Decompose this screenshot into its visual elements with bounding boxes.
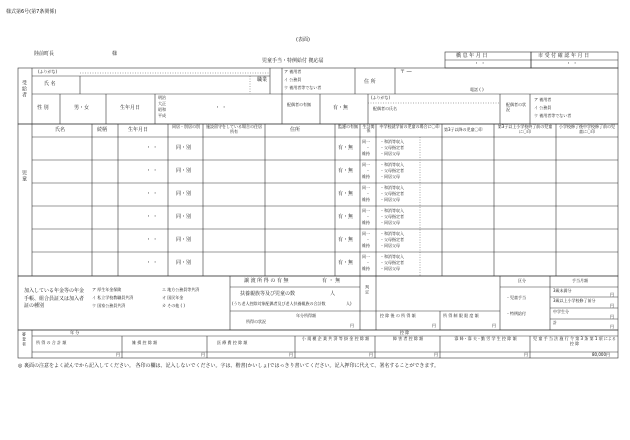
child-livelihood-dot-6: ・ xyxy=(366,260,370,265)
col-preschool: 中学校就学前の児童の場合に〇印 xyxy=(379,124,440,129)
spouse-furigana-label: (ふりがな) xyxy=(371,95,391,100)
amount-yen-2: 円 xyxy=(610,303,614,308)
total-income-label: 所 得 の 合 計 額 xyxy=(36,340,67,345)
pension-option-a[interactable]: ア 厚生年金保険 xyxy=(92,287,122,292)
col-name: 氏名 xyxy=(55,127,66,133)
amount-elementary: 3歳以上小学校修了前分 xyxy=(553,298,596,303)
decision-label: 判定 xyxy=(365,285,370,295)
occupation-option-2[interactable]: イ 公務員 xyxy=(284,77,302,82)
dependents-unit: 人 xyxy=(330,291,336,297)
spouse-status-option-2[interactable]: イ 公務員 xyxy=(534,105,552,110)
reception-date-dots: ・ ・ xyxy=(566,61,578,67)
transfer-income-label: 譲 渡 所 得 の 有 無 xyxy=(244,278,289,284)
footer-note: ◎ 裏面の注意をよく読んでから記入してください。 各印の欄は、記入しないでください。字は、楷書(かいしょ)ではっきり書いてください。記入押印に代えて、署名することができます。 xyxy=(18,363,439,369)
spouse-status-option-3[interactable]: ウ 被用者等でない者 xyxy=(534,113,572,118)
spouse-status-label: 配偶者の状況 xyxy=(506,102,526,113)
child-livelihood-keep-3[interactable]: 維持 xyxy=(362,197,370,202)
child-dob-3[interactable]: ・ ・ xyxy=(146,191,158,197)
income-limit-label: 所 得 制 限 限 度 額 xyxy=(443,313,479,318)
casualty-deduction-label: 雑 損 控 除 額 xyxy=(132,340,158,345)
col-elementary: 第3子以上小学校終了前の児童に〇印 xyxy=(497,124,553,134)
child-option-c-3[interactable]: ・同居父母 xyxy=(380,197,400,202)
child-livelihood-same-5[interactable]: 同一 xyxy=(362,231,370,236)
spouse-status-option-1[interactable]: ア 被用者 xyxy=(534,97,552,102)
child-option-b-6[interactable]: ・父母指定者 xyxy=(380,260,404,265)
form-number: 様式第6号(第7条関係) xyxy=(6,9,57,15)
yen-1: 円 xyxy=(116,352,120,357)
office-date-box: 橋 息 年 月 日 xyxy=(456,53,488,59)
child-dob-1[interactable]: ・ ・ xyxy=(146,145,158,151)
occupation-option-3[interactable]: ウ 被用者等でない者 xyxy=(284,85,322,90)
applicant-section-label: 受給者 xyxy=(21,80,27,98)
yen-6: 円 xyxy=(524,352,528,357)
child-dob-2[interactable]: ・ ・ xyxy=(146,168,158,174)
elderly-unit: 人) xyxy=(346,301,352,306)
children-section-label: 児童 xyxy=(21,170,27,182)
child-option-a-5[interactable]: ・和消等収入 xyxy=(380,231,404,236)
child-cohabit-4[interactable]: 同・別 xyxy=(176,214,192,220)
pension-option-e[interactable]: オ 国民年金 xyxy=(162,295,184,300)
reviewer-label: 審査者 xyxy=(22,332,27,347)
amount-total: 計 xyxy=(553,320,557,325)
child-custody-6[interactable]: 有・無 xyxy=(338,260,354,266)
child-option-c-1[interactable]: ・同居父母 xyxy=(380,151,400,156)
office-date-dots: ・ ・ xyxy=(474,61,486,67)
col-cohabit: 同居・別居の別 xyxy=(172,124,200,129)
spouse-value[interactable]: 有・無 xyxy=(333,105,349,111)
child-option-a-6[interactable]: ・和消等収入 xyxy=(380,254,404,259)
child-option-c-2[interactable]: ・同居父母 xyxy=(380,174,400,179)
col-livelihood: 生計関係 xyxy=(362,124,375,134)
yen-4: 円 xyxy=(369,352,373,357)
era-showa[interactable]: 昭和 xyxy=(158,107,166,112)
dependents-label: 扶養親族等及び児童の数 xyxy=(240,291,296,297)
spouse-label: 配偶者の有無 xyxy=(287,102,311,107)
child-option-b-2[interactable]: ・父母指定者 xyxy=(380,168,404,173)
income-limit-yen: 円 xyxy=(492,323,496,328)
child-cohabit-5[interactable]: 同・別 xyxy=(176,237,192,243)
amount-yen-1: 円 xyxy=(610,292,614,297)
child-livelihood-keep-1[interactable]: 維持 xyxy=(362,151,370,156)
postal-code[interactable]: 〒 ― xyxy=(400,69,412,75)
child-custody-3[interactable]: 有・無 xyxy=(338,191,354,197)
spouse-name-label: 配偶者の氏名 xyxy=(373,106,397,111)
child-livelihood-same-4[interactable]: 同一 xyxy=(362,208,370,213)
child-option-b-5[interactable]: ・父母指定者 xyxy=(380,237,404,242)
yen-3: 円 xyxy=(289,352,293,357)
child-livelihood-dot-2: ・ xyxy=(366,168,370,173)
child-option-a-3[interactable]: ・和消等収入 xyxy=(380,185,404,190)
child-livelihood-dot-1: ・ xyxy=(366,145,370,150)
col-dob: 生年月日 xyxy=(128,127,149,133)
child-livelihood-keep-4[interactable]: 維持 xyxy=(362,220,370,225)
post-deduction-income-label: 控 除 後 の 所 得 額 xyxy=(380,313,416,318)
totals-year-label: 年 分 xyxy=(70,330,80,335)
phone-label[interactable]: 電話 ( ) xyxy=(470,87,484,92)
deduction-label: 控 除 xyxy=(400,330,410,335)
child-livelihood-keep-2[interactable]: 維持 xyxy=(362,174,370,179)
era-meiji[interactable]: 明治 xyxy=(158,95,166,100)
child-option-b-4[interactable]: ・父母指定者 xyxy=(380,214,404,219)
amount-under3: 3歳未満分 xyxy=(553,288,572,293)
child-custody-1[interactable]: 有・無 xyxy=(338,145,354,151)
child-option-c-5[interactable]: ・同居父母 xyxy=(380,243,400,248)
pension-option-f[interactable]: カ その他 ( ) xyxy=(162,303,185,308)
transfer-income-value[interactable]: 有 ・ 無 xyxy=(322,278,341,284)
elderly-label: (うち老人控除対象配偶者及び老人扶養親族の合計数 xyxy=(232,301,326,306)
form-title: 児童手当・特例給付 拠応届 xyxy=(262,58,324,64)
class-option-special[interactable]: ・特例給付 xyxy=(506,311,526,316)
col-third-child: 第3子以降の児童〇印 xyxy=(444,127,483,132)
child-livelihood-same-2[interactable]: 同一 xyxy=(362,162,370,167)
dob-dots[interactable]: ・ ・ xyxy=(215,105,227,111)
child-option-a-2[interactable]: ・和消等収入 xyxy=(380,162,404,167)
child-cohabit-1[interactable]: 同・別 xyxy=(176,145,192,151)
child-option-b-1[interactable]: ・父母指定者 xyxy=(380,145,404,150)
child-cohabit-2[interactable]: 同・別 xyxy=(176,168,192,174)
widow-deduction-label: 寡 婦・寡 夫・勤 労 学 生 控 除 額 xyxy=(454,336,517,341)
sex-label: 性 別 xyxy=(37,105,49,111)
child-dob-5[interactable]: ・ ・ xyxy=(146,237,158,243)
yen-2: 円 xyxy=(201,352,205,357)
class-option-child[interactable]: ・児童手当 xyxy=(506,295,526,300)
child-cohabit-6[interactable]: 同・別 xyxy=(176,260,192,266)
col-address: 住所 xyxy=(290,127,301,133)
child-livelihood-same-1[interactable]: 同一 xyxy=(362,139,370,144)
ordinance-deduction-label: 児 童 手 当 法 施 行 令 第 3 条 第 1 項 による 控 除 xyxy=(533,336,616,346)
year-income-label: 年分所得額 xyxy=(296,313,316,318)
col-facility: 施設留守をしている場合の住居所有 xyxy=(206,124,262,134)
furigana-label: (ふりがな) xyxy=(38,69,58,74)
pension-option-b[interactable]: イ 私立学校教職員共済 xyxy=(92,295,134,300)
addressee-sama: 様 xyxy=(112,51,118,57)
child-livelihood-same-3[interactable]: 同一 xyxy=(362,185,370,190)
child-custody-5[interactable]: 有・無 xyxy=(338,237,354,243)
child-option-a-1[interactable]: ・和消等収入 xyxy=(380,139,404,144)
era-taisho[interactable]: 大正 xyxy=(158,101,166,106)
child-livelihood-same-6[interactable]: 同一 xyxy=(362,254,370,259)
child-livelihood-keep-6[interactable]: 維持 xyxy=(362,266,370,271)
name-label: 氏 名 xyxy=(44,81,56,87)
disability-deduction-label: 障 害 者 控 除 額 xyxy=(392,336,424,341)
addressee: 陸前町長 xyxy=(34,51,55,57)
ordinance-amount: 80,000円 xyxy=(592,352,610,357)
child-dob-6[interactable]: ・ ・ xyxy=(146,260,158,266)
child-livelihood-dot-5: ・ xyxy=(366,237,370,242)
col-middle: 小学校修了後中学校修了前の児童に〇印 xyxy=(559,124,615,134)
child-livelihood-keep-5[interactable]: 維持 xyxy=(362,243,370,248)
pension-option-d[interactable]: エ 地方公務員等共済 xyxy=(162,287,200,292)
child-option-b-3[interactable]: ・父母指定者 xyxy=(380,191,404,196)
child-livelihood-dot-4: ・ xyxy=(366,214,370,219)
amount-header: 手当月額 xyxy=(572,278,588,283)
col-relation: 続柄 xyxy=(97,127,108,133)
income-status-label: 所得の状況 xyxy=(246,319,266,324)
child-option-c-4[interactable]: ・同居父母 xyxy=(380,220,400,225)
income-yen: 円 xyxy=(350,323,354,328)
address-label: 住 所 xyxy=(364,79,376,85)
page-side: (表面) xyxy=(296,37,310,43)
occupation-label: 職業 xyxy=(257,77,268,83)
yen-5: 円 xyxy=(434,352,438,357)
col-custody: 監護の有無 xyxy=(338,124,358,129)
class-header: 区分 xyxy=(518,278,526,283)
small-business-deduction-label: 小 規 模 企 業 共 済 等 掛 金 控 除 額 xyxy=(301,336,370,341)
dob-label: 生年月日 xyxy=(120,105,141,111)
pension-label: 加入している年金等の年金手帳、組合員証又は加入者証の種別 xyxy=(24,288,85,309)
reception-date-box: 市 受 付 確 認 年 月 日 xyxy=(538,53,590,59)
amount-yen-3: 円 xyxy=(610,314,614,319)
child-custody-4[interactable]: 有・無 xyxy=(338,214,354,220)
post-deduction-income-yen: 円 xyxy=(432,323,436,328)
occupation-option-1[interactable]: ア 被用者 xyxy=(284,69,302,74)
amount-yen-4: 円 xyxy=(610,324,614,329)
child-livelihood-dot-3: ・ xyxy=(366,191,370,196)
child-cohabit-3[interactable]: 同・別 xyxy=(176,191,192,197)
sex-value[interactable]: 男・女 xyxy=(74,105,90,111)
child-option-a-4[interactable]: ・和消等収入 xyxy=(380,208,404,213)
era-heisei[interactable]: 平成 xyxy=(158,113,166,118)
child-custody-2[interactable]: 有・無 xyxy=(338,168,354,174)
amount-middle: 中学生分 xyxy=(553,309,569,314)
child-dob-4[interactable]: ・ ・ xyxy=(146,214,158,220)
child-option-c-6[interactable]: ・同居父母 xyxy=(380,266,400,271)
pension-option-c[interactable]: ウ 国家公務員共済 xyxy=(92,303,126,308)
medical-deduction-label: 医 療 費 控 除 額 xyxy=(217,340,248,345)
